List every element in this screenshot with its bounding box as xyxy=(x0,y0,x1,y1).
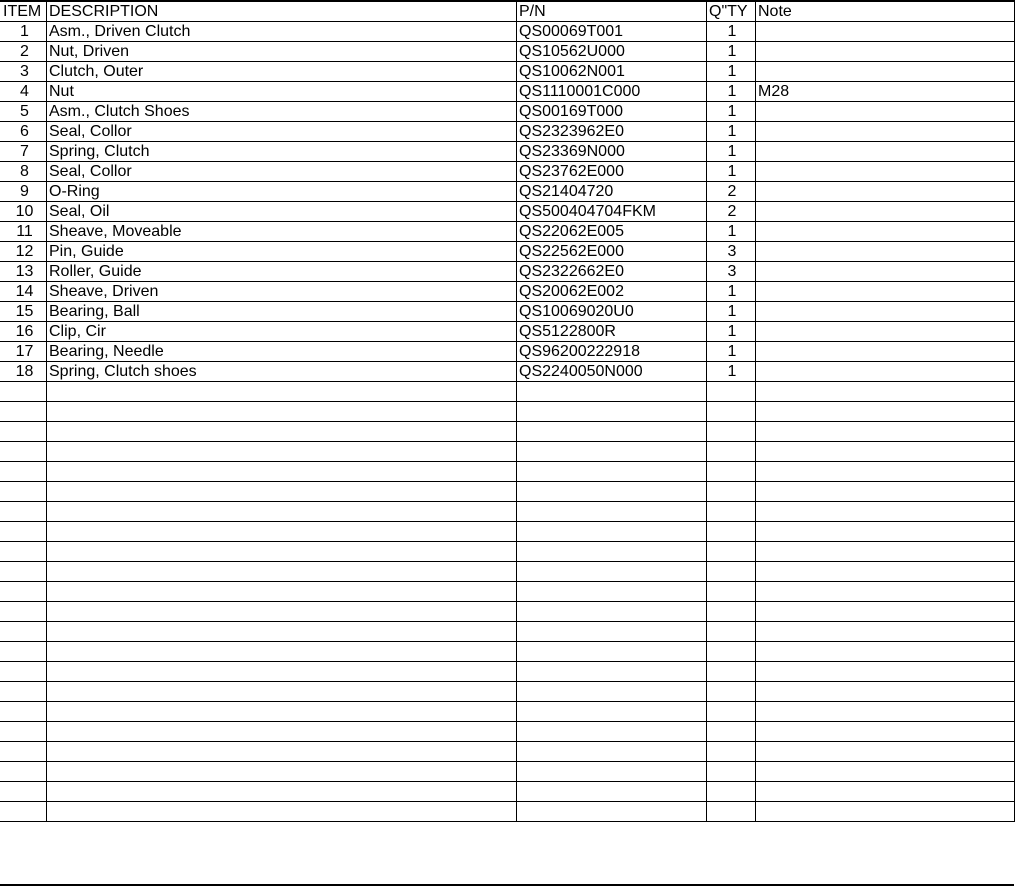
empty-cell-pn xyxy=(517,402,707,422)
cell-item: 14 xyxy=(1,282,47,302)
empty-row xyxy=(1,382,1015,402)
cell-note xyxy=(756,122,1015,142)
cell-pn: QS22062E005 xyxy=(517,222,707,242)
cell-qty: 1 xyxy=(707,102,756,122)
cell-qty: 1 xyxy=(707,82,756,102)
cell-description: Bearing, Needle xyxy=(47,342,517,362)
cell-description: Seal, Collor xyxy=(47,162,517,182)
empty-cell-item xyxy=(1,402,47,422)
table-row xyxy=(1,242,1015,262)
empty-cell-item xyxy=(1,702,47,722)
cell-pn: QS10062N001 xyxy=(517,62,707,82)
cell-note xyxy=(756,142,1015,162)
table-row xyxy=(1,202,1015,222)
cell-pn: QS1110001C000 xyxy=(517,82,707,102)
empty-cell-pn xyxy=(517,602,707,622)
empty-row xyxy=(1,602,1015,622)
empty-cell-pn xyxy=(517,762,707,782)
empty-cell-description xyxy=(47,442,517,462)
empty-row xyxy=(1,702,1015,722)
cell-note xyxy=(756,22,1015,42)
empty-cell-pn xyxy=(517,462,707,482)
empty-cell-description xyxy=(47,382,517,402)
cell-qty: 1 xyxy=(707,322,756,342)
empty-row xyxy=(1,682,1015,702)
empty-cell-description xyxy=(47,682,517,702)
cell-qty: 1 xyxy=(707,362,756,382)
cell-description: O-Ring xyxy=(47,182,517,202)
cell-item: 17 xyxy=(1,342,47,362)
empty-cell-qty xyxy=(707,622,756,642)
cell-description: Seal, Collor xyxy=(47,122,517,142)
empty-cell-qty xyxy=(707,522,756,542)
cell-qty: 1 xyxy=(707,222,756,242)
empty-cell-item xyxy=(1,682,47,702)
empty-cell-qty xyxy=(707,502,756,522)
empty-cell-description xyxy=(47,542,517,562)
cell-item: 16 xyxy=(1,322,47,342)
table-row xyxy=(1,262,1015,282)
cell-pn: QS21404720 xyxy=(517,182,707,202)
empty-row xyxy=(1,642,1015,662)
empty-cell-pn xyxy=(517,742,707,762)
cell-item: 10 xyxy=(1,202,47,222)
cell-pn: QS20062E002 xyxy=(517,282,707,302)
empty-cell-pn xyxy=(517,442,707,462)
cell-qty: 1 xyxy=(707,302,756,322)
empty-cell-note xyxy=(756,702,1015,722)
empty-cell-description xyxy=(47,522,517,542)
cell-item: 8 xyxy=(1,162,47,182)
empty-cell-note xyxy=(756,682,1015,702)
empty-row xyxy=(1,722,1015,742)
empty-cell-description xyxy=(47,502,517,522)
empty-cell-note xyxy=(756,722,1015,742)
empty-cell-item xyxy=(1,582,47,602)
empty-cell-qty xyxy=(707,702,756,722)
cell-item: 7 xyxy=(1,142,47,162)
empty-cell-description xyxy=(47,462,517,482)
empty-cell-item xyxy=(1,602,47,622)
cell-pn: QS500404704FKM xyxy=(517,202,707,222)
table-row xyxy=(1,22,1015,42)
cell-note xyxy=(756,262,1015,282)
empty-cell-qty xyxy=(707,762,756,782)
empty-cell-qty xyxy=(707,802,756,822)
empty-cell-item xyxy=(1,782,47,802)
cell-note xyxy=(756,242,1015,262)
empty-cell-item xyxy=(1,722,47,742)
empty-cell-pn xyxy=(517,522,707,542)
empty-row xyxy=(1,562,1015,582)
empty-cell-item xyxy=(1,802,47,822)
empty-row xyxy=(1,622,1015,642)
empty-cell-note xyxy=(756,662,1015,682)
empty-cell-description xyxy=(47,742,517,762)
empty-cell-qty xyxy=(707,642,756,662)
cell-pn: QS2323962E0 xyxy=(517,122,707,142)
table-row xyxy=(1,222,1015,242)
empty-cell-note xyxy=(756,522,1015,542)
empty-cell-note xyxy=(756,782,1015,802)
cell-item: 9 xyxy=(1,182,47,202)
empty-cell-item xyxy=(1,422,47,442)
cell-note xyxy=(756,62,1015,82)
empty-cell-pn xyxy=(517,542,707,562)
table-row xyxy=(1,362,1015,382)
cell-pn: QS00169T000 xyxy=(517,102,707,122)
empty-row xyxy=(1,582,1015,602)
empty-cell-note xyxy=(756,602,1015,622)
cell-pn: QS2240050N000 xyxy=(517,362,707,382)
cell-description: Spring, Clutch shoes xyxy=(47,362,517,382)
cell-item: 3 xyxy=(1,62,47,82)
cell-description: Sheave, Moveable xyxy=(47,222,517,242)
header-item: ITEM xyxy=(1,1,47,22)
empty-cell-qty xyxy=(707,782,756,802)
empty-cell-pn xyxy=(517,582,707,602)
empty-cell-pn xyxy=(517,702,707,722)
empty-cell-note xyxy=(756,582,1015,602)
table-row xyxy=(1,282,1015,302)
cell-note xyxy=(756,302,1015,322)
empty-cell-qty xyxy=(707,742,756,762)
table-row xyxy=(1,182,1015,202)
cell-note xyxy=(756,342,1015,362)
cell-description: Sheave, Driven xyxy=(47,282,517,302)
cell-qty: 1 xyxy=(707,22,756,42)
table-row xyxy=(1,142,1015,162)
empty-cell-item xyxy=(1,382,47,402)
empty-cell-pn xyxy=(517,562,707,582)
header-note: Note xyxy=(756,1,1015,22)
cell-description: Asm., Clutch Shoes xyxy=(47,102,517,122)
cell-pn: QS10562U000 xyxy=(517,42,707,62)
empty-cell-note xyxy=(756,382,1015,402)
cell-note xyxy=(756,102,1015,122)
empty-cell-item xyxy=(1,482,47,502)
cell-qty: 1 xyxy=(707,122,756,142)
empty-cell-pn xyxy=(517,682,707,702)
empty-cell-pn xyxy=(517,782,707,802)
empty-cell-item xyxy=(1,522,47,542)
empty-cell-description xyxy=(47,802,517,822)
empty-row xyxy=(1,402,1015,422)
empty-cell-item xyxy=(1,642,47,662)
empty-cell-pn xyxy=(517,382,707,402)
empty-cell-qty xyxy=(707,482,756,502)
empty-cell-item xyxy=(1,442,47,462)
header-description: DESCRIPTION xyxy=(47,1,517,22)
cell-qty: 1 xyxy=(707,62,756,82)
cell-description: Nut xyxy=(47,82,517,102)
empty-cell-description xyxy=(47,582,517,602)
header-qty: Q"TY xyxy=(707,1,756,22)
cell-note xyxy=(756,362,1015,382)
empty-row xyxy=(1,522,1015,542)
empty-cell-item xyxy=(1,542,47,562)
cell-description: Spring, Clutch xyxy=(47,142,517,162)
cell-description: Clip, Cir xyxy=(47,322,517,342)
empty-cell-note xyxy=(756,622,1015,642)
empty-row xyxy=(1,742,1015,762)
table-row xyxy=(1,62,1015,82)
cell-note xyxy=(756,202,1015,222)
cell-qty: 1 xyxy=(707,162,756,182)
empty-row xyxy=(1,502,1015,522)
table-row xyxy=(1,122,1015,142)
empty-cell-item xyxy=(1,562,47,582)
empty-cell-pn xyxy=(517,802,707,822)
empty-cell-qty xyxy=(707,582,756,602)
cell-qty: 3 xyxy=(707,242,756,262)
empty-cell-qty xyxy=(707,382,756,402)
empty-cell-note xyxy=(756,442,1015,462)
empty-cell-description xyxy=(47,782,517,802)
cell-qty: 2 xyxy=(707,202,756,222)
cell-description: Bearing, Ball xyxy=(47,302,517,322)
empty-cell-note xyxy=(756,462,1015,482)
empty-cell-pn xyxy=(517,422,707,442)
cell-qty: 1 xyxy=(707,142,756,162)
empty-cell-note xyxy=(756,742,1015,762)
empty-row xyxy=(1,782,1015,802)
cell-item: 18 xyxy=(1,362,47,382)
cell-note xyxy=(756,42,1015,62)
empty-cell-description xyxy=(47,562,517,582)
empty-cell-item xyxy=(1,742,47,762)
cell-description: Roller, Guide xyxy=(47,262,517,282)
cell-pn: QS23762E000 xyxy=(517,162,707,182)
cell-pn: QS22562E000 xyxy=(517,242,707,262)
cell-note: M28 xyxy=(756,82,1015,102)
empty-cell-description xyxy=(47,602,517,622)
empty-cell-qty xyxy=(707,682,756,702)
empty-cell-note xyxy=(756,402,1015,422)
empty-row xyxy=(1,762,1015,782)
cell-qty: 2 xyxy=(707,182,756,202)
empty-cell-item xyxy=(1,662,47,682)
empty-row xyxy=(1,422,1015,442)
empty-cell-note xyxy=(756,542,1015,562)
parts-table-body xyxy=(1,22,1015,822)
empty-cell-item xyxy=(1,622,47,642)
cell-description: Nut, Driven xyxy=(47,42,517,62)
empty-cell-note xyxy=(756,562,1015,582)
table-row xyxy=(1,342,1015,362)
table-row xyxy=(1,42,1015,62)
empty-row xyxy=(1,482,1015,502)
cell-description: Asm., Driven Clutch xyxy=(47,22,517,42)
cell-qty: 3 xyxy=(707,262,756,282)
cell-pn: QS96200222918 xyxy=(517,342,707,362)
cell-qty: 1 xyxy=(707,42,756,62)
empty-cell-qty xyxy=(707,602,756,622)
bottom-rule xyxy=(0,884,1014,886)
cell-qty: 1 xyxy=(707,342,756,362)
empty-cell-description xyxy=(47,422,517,442)
empty-cell-description xyxy=(47,722,517,742)
empty-cell-qty xyxy=(707,462,756,482)
empty-cell-note xyxy=(756,482,1015,502)
cell-pn: QS10069020U0 xyxy=(517,302,707,322)
table-row xyxy=(1,302,1015,322)
cell-pn: QS00069T001 xyxy=(517,22,707,42)
empty-row xyxy=(1,802,1015,822)
cell-item: 15 xyxy=(1,302,47,322)
cell-description: Pin, Guide xyxy=(47,242,517,262)
empty-cell-note xyxy=(756,642,1015,662)
header-pn: P/N xyxy=(517,1,707,22)
empty-cell-pn xyxy=(517,642,707,662)
empty-cell-description xyxy=(47,702,517,722)
empty-cell-description xyxy=(47,762,517,782)
empty-cell-description xyxy=(47,622,517,642)
empty-row xyxy=(1,662,1015,682)
cell-item: 5 xyxy=(1,102,47,122)
empty-row xyxy=(1,442,1015,462)
cell-qty: 1 xyxy=(707,282,756,302)
cell-item: 12 xyxy=(1,242,47,262)
cell-item: 4 xyxy=(1,82,47,102)
cell-note xyxy=(756,282,1015,302)
empty-row xyxy=(1,462,1015,482)
cell-pn: QS23369N000 xyxy=(517,142,707,162)
empty-cell-note xyxy=(756,502,1015,522)
empty-cell-item xyxy=(1,462,47,482)
empty-cell-pn xyxy=(517,622,707,642)
cell-item: 2 xyxy=(1,42,47,62)
empty-cell-qty xyxy=(707,562,756,582)
cell-item: 13 xyxy=(1,262,47,282)
cell-item: 1 xyxy=(1,22,47,42)
empty-cell-qty xyxy=(707,662,756,682)
empty-cell-pn xyxy=(517,482,707,502)
empty-cell-description xyxy=(47,642,517,662)
empty-row xyxy=(1,542,1015,562)
cell-note xyxy=(756,222,1015,242)
table-row xyxy=(1,322,1015,342)
empty-cell-item xyxy=(1,762,47,782)
table-row xyxy=(1,102,1015,122)
empty-cell-qty xyxy=(707,422,756,442)
cell-item: 11 xyxy=(1,222,47,242)
empty-cell-note xyxy=(756,422,1015,442)
cell-description: Seal, Oil xyxy=(47,202,517,222)
cell-pn: QS2322662E0 xyxy=(517,262,707,282)
cell-pn: QS5122800R xyxy=(517,322,707,342)
empty-cell-qty xyxy=(707,402,756,422)
empty-cell-qty xyxy=(707,722,756,742)
empty-cell-note xyxy=(756,762,1015,782)
empty-cell-qty xyxy=(707,542,756,562)
header-row xyxy=(1,1,1015,22)
empty-cell-description xyxy=(47,402,517,422)
empty-cell-description xyxy=(47,662,517,682)
cell-item: 6 xyxy=(1,122,47,142)
cell-note xyxy=(756,162,1015,182)
cell-note xyxy=(756,322,1015,342)
empty-cell-description xyxy=(47,482,517,502)
empty-cell-pn xyxy=(517,722,707,742)
empty-cell-note xyxy=(756,802,1015,822)
table-row xyxy=(1,82,1015,102)
empty-cell-item xyxy=(1,502,47,522)
empty-cell-pn xyxy=(517,662,707,682)
table-row xyxy=(1,162,1015,182)
cell-description: Clutch, Outer xyxy=(47,62,517,82)
cell-note xyxy=(756,182,1015,202)
empty-cell-qty xyxy=(707,442,756,462)
empty-cell-pn xyxy=(517,502,707,522)
